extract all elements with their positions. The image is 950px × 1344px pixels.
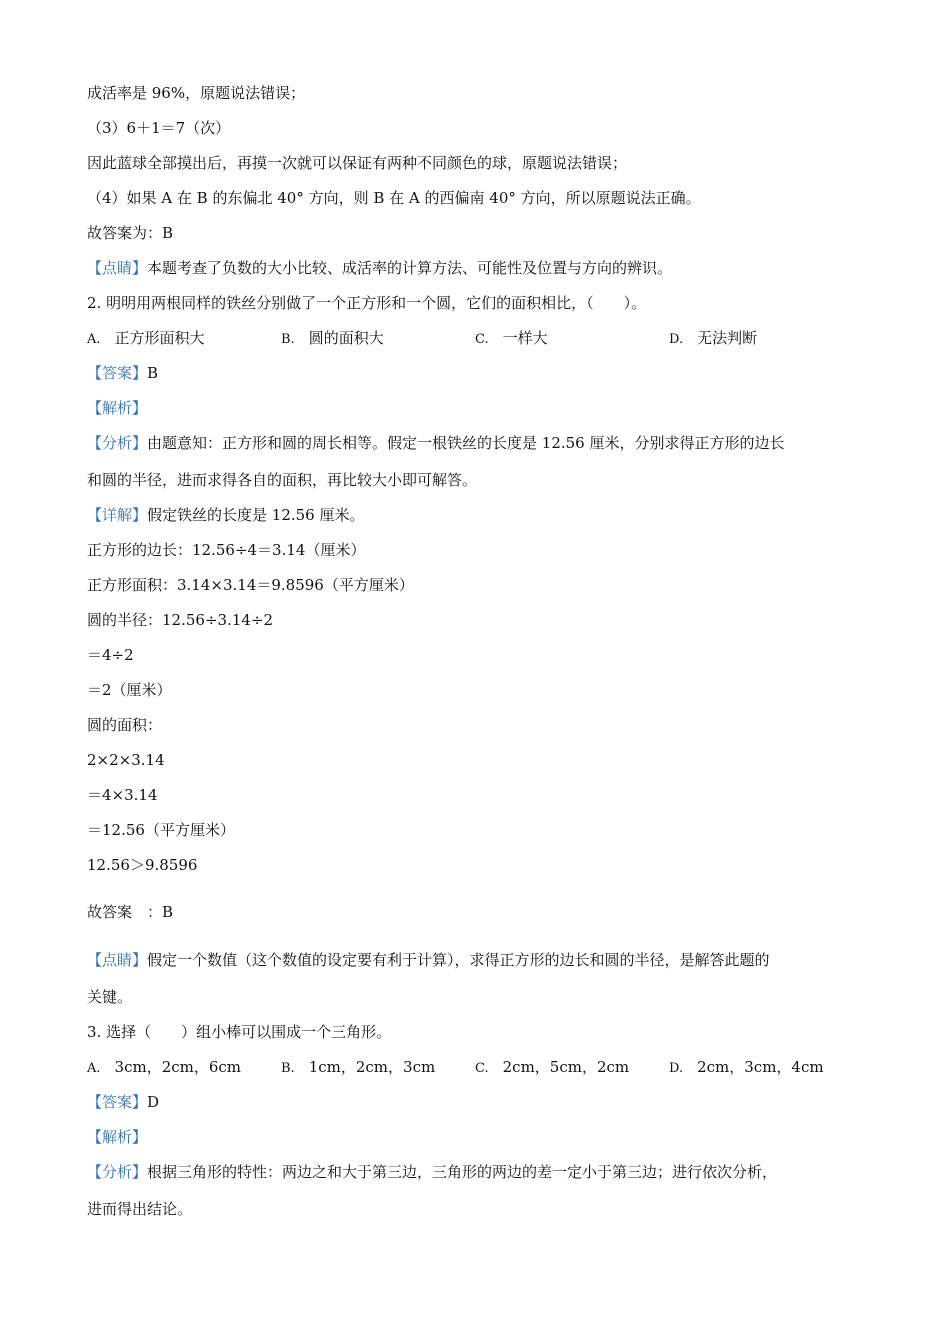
analysis-line bbox=[87, 433, 785, 453]
option-key: A. bbox=[87, 332, 101, 347]
answer-line bbox=[87, 1092, 159, 1112]
calc-line: ＝2（厘米） bbox=[87, 681, 172, 699]
answer-tag: 【答案】 bbox=[87, 1093, 148, 1111]
text-line: （3）6＋1＝7（次） bbox=[87, 119, 231, 137]
analysis-tag: 【分析】 bbox=[87, 434, 148, 452]
option-key: C. bbox=[475, 332, 489, 347]
answer-line bbox=[87, 363, 158, 383]
analysis-text: 根据三角形的特性：两边之和大于第三边，三角形的两边的差一定小于第三边；进行依次分析， bbox=[147, 1163, 778, 1181]
option-c bbox=[475, 328, 548, 350]
option-text: 一样大 bbox=[502, 329, 548, 347]
option-key: C. bbox=[475, 1061, 489, 1076]
answer-tag: 【答案】 bbox=[87, 364, 148, 382]
analysis-line: 进而得出结论。 bbox=[87, 1200, 193, 1218]
option-a bbox=[87, 1057, 241, 1079]
option-d bbox=[669, 1057, 824, 1079]
comment-text: 本题考查了负数的大小比较、成活率的计算方法、可能性及位置与方向的辨识。 bbox=[147, 259, 673, 277]
option-text: 2cm，3cm，4cm bbox=[697, 1058, 824, 1076]
comment-line bbox=[87, 258, 672, 278]
calc-line: ＝4÷2 bbox=[87, 646, 134, 664]
comment-tag: 【点睛】 bbox=[87, 951, 148, 969]
text-line: （4）如果 A 在 B 的东偏北 40° 方向，则 B 在 A 的西偏南 40° 方向，所以原题说法正确。 bbox=[87, 189, 701, 207]
calc-line: 2×2×3.14 bbox=[87, 751, 165, 769]
analysis-heading: 【解析】 bbox=[87, 399, 148, 417]
answer-line: 故答案 ：B bbox=[87, 903, 174, 921]
calc-line: 正方形面积：3.14×3.14＝9.8596（平方厘米） bbox=[87, 576, 414, 594]
option-text: 2cm，5cm，2cm bbox=[502, 1058, 630, 1076]
option-key: D. bbox=[669, 1061, 684, 1076]
option-a bbox=[87, 328, 205, 350]
detail-line bbox=[87, 505, 365, 525]
comment-line: 关键。 bbox=[87, 988, 133, 1006]
comment-text: 假定一个数值（这个数值的设定要有利于计算），求得正方形的边长和圆的半径，是解答此题的 bbox=[147, 951, 770, 969]
option-d bbox=[669, 328, 757, 350]
text-line: 成活率是 96%，原题说法错误； bbox=[87, 84, 306, 102]
analysis-line: 和圆的半径，进而求得各自的面积，再比较大小即可解答。 bbox=[87, 471, 478, 489]
analysis-tag: 【分析】 bbox=[87, 1163, 148, 1181]
calc-line: 圆的面积： bbox=[87, 716, 163, 734]
question-3: 3. 选择（ ）组小棒可以围成一个三角形。 bbox=[87, 1023, 392, 1041]
answer-line: 故答案为：B bbox=[87, 224, 174, 242]
option-text: 1cm，2cm，3cm bbox=[308, 1058, 436, 1076]
option-key: A. bbox=[87, 1061, 101, 1076]
option-key: B. bbox=[281, 1061, 295, 1076]
option-b bbox=[281, 328, 384, 350]
comment-tag: 【点睛】 bbox=[87, 259, 148, 277]
option-b bbox=[281, 1057, 435, 1079]
detail-tag: 【详解】 bbox=[87, 506, 148, 524]
answer-value: D bbox=[147, 1093, 160, 1111]
analysis-line bbox=[87, 1162, 777, 1182]
question-2: 2. 明明用两根同样的铁丝分别做了一个正方形和一个圆，它们的面积相比，（ ）。 bbox=[87, 294, 647, 312]
option-text: 无法判断 bbox=[697, 329, 758, 347]
comment-line bbox=[87, 950, 770, 970]
calc-line: 12.56＞9.8596 bbox=[87, 856, 198, 874]
calc-line: 圆的半径：12.56÷3.14÷2 bbox=[87, 611, 274, 629]
calc-line: ＝4×3.14 bbox=[87, 786, 158, 804]
analysis-text: 由题意知：正方形和圆的周长相等。假定一根铁丝的长度是 12.56 厘米，分别求得正方形的边长 bbox=[147, 434, 785, 452]
detail-text: 假定铁丝的长度是 12.56 厘米。 bbox=[147, 506, 365, 524]
option-text: 3cm，2cm，6cm bbox=[114, 1058, 242, 1076]
answer-value: B bbox=[147, 364, 159, 382]
text-line: 因此蓝球全部摸出后，再摸一次就可以保证有两种不同颜色的球，原题说法错误； bbox=[87, 154, 628, 172]
option-key: D. bbox=[669, 332, 684, 347]
option-text: 正方形面积大 bbox=[114, 329, 205, 347]
option-key: B. bbox=[281, 332, 295, 347]
analysis-heading: 【解析】 bbox=[87, 1128, 148, 1146]
option-text: 圆的面积大 bbox=[308, 329, 384, 347]
calc-line: 正方形的边长：12.56÷4＝3.14（厘米） bbox=[87, 541, 366, 559]
option-c bbox=[475, 1057, 629, 1079]
calc-line: ＝12.56（平方厘米） bbox=[87, 821, 235, 839]
